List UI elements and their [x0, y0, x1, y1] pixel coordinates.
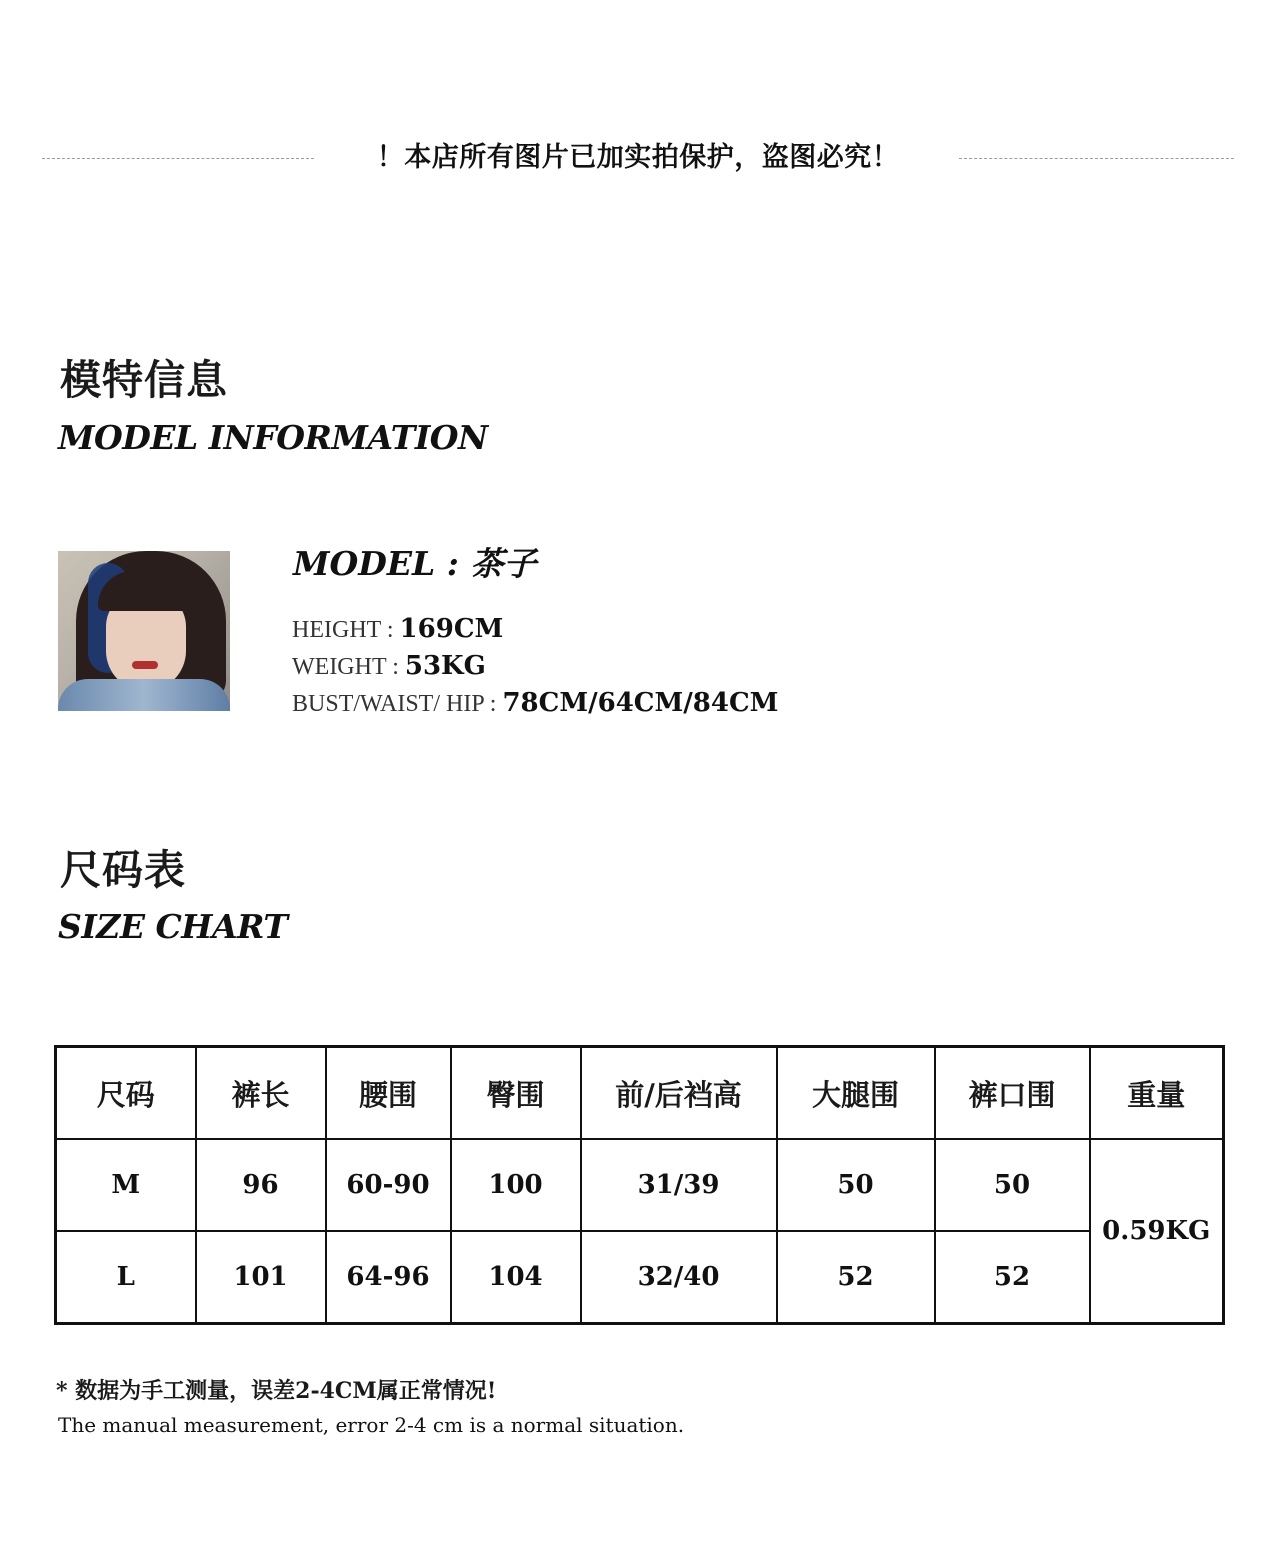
measurements-label: BUST/WAIST/ HIP : — [292, 691, 503, 717]
model-weight — [292, 649, 486, 686]
header-hip: 臀围 — [451, 1047, 581, 1140]
model-name: MODEL : 茶子 — [293, 544, 537, 583]
height-label: HEIGHT : — [292, 617, 400, 643]
cell-size: L — [56, 1231, 196, 1324]
header-weight: 重量 — [1090, 1047, 1224, 1140]
header-thigh: 大腿围 — [777, 1047, 935, 1140]
cell-hip: 100 — [451, 1139, 581, 1231]
table-header-row — [56, 1047, 1224, 1140]
header-size: 尺码 — [56, 1047, 196, 1140]
table-row — [56, 1231, 1224, 1324]
cell-length: 101 — [196, 1231, 326, 1324]
weight-label: WEIGHT : — [292, 654, 405, 680]
cell-leg-opening: 52 — [935, 1231, 1090, 1324]
banner-divider-left — [42, 158, 314, 159]
weight-value: 53KG — [404, 651, 486, 681]
cell-length: 96 — [196, 1139, 326, 1231]
measurement-note-cn: * 数据为手工测量，误差2-4CM属正常情况! — [56, 1378, 497, 1404]
header-waist: 腰围 — [326, 1047, 451, 1140]
model-height — [292, 612, 503, 649]
model-photo-lips — [132, 661, 158, 669]
model-photo — [58, 551, 230, 711]
header-leg-opening: 裤口围 — [935, 1047, 1090, 1140]
model-measurements — [292, 686, 778, 723]
cell-waist: 60-90 — [326, 1139, 451, 1231]
cell-size: M — [56, 1139, 196, 1231]
cell-leg-opening: 50 — [935, 1139, 1090, 1231]
copyright-banner — [42, 138, 1234, 178]
copyright-notice: ！本店所有图片已加实拍保护，盗图必究！ — [376, 142, 900, 173]
measurements-value: 78CM/64CM/84CM — [502, 688, 779, 718]
model-photo-bangs — [98, 571, 198, 611]
cell-rise: 31/39 — [581, 1139, 777, 1231]
measurement-note-en: The manual measurement, error 2-4 cm is a normal situation. — [58, 1413, 685, 1437]
cell-weight: 0.59KG — [1090, 1139, 1224, 1324]
cell-rise: 32/40 — [581, 1231, 777, 1324]
model-photo-jacket — [58, 679, 230, 711]
size-section-title-cn: 尺码表 — [60, 846, 186, 894]
header-length: 裤长 — [196, 1047, 326, 1140]
model-section-title-cn: 模特信息 — [60, 356, 228, 404]
cell-thigh: 52 — [777, 1231, 935, 1324]
size-chart-table — [54, 1045, 1225, 1325]
size-section-title-en: SIZE CHART — [58, 907, 288, 946]
cell-hip: 104 — [451, 1231, 581, 1324]
cell-waist: 64-96 — [326, 1231, 451, 1324]
model-section-title-en: MODEL INFORMATION — [58, 418, 488, 457]
cell-thigh: 50 — [777, 1139, 935, 1231]
banner-divider-right — [959, 158, 1234, 159]
height-value: 169CM — [399, 614, 504, 644]
table-row — [56, 1139, 1224, 1231]
header-rise: 前/后裆高 — [581, 1047, 777, 1140]
